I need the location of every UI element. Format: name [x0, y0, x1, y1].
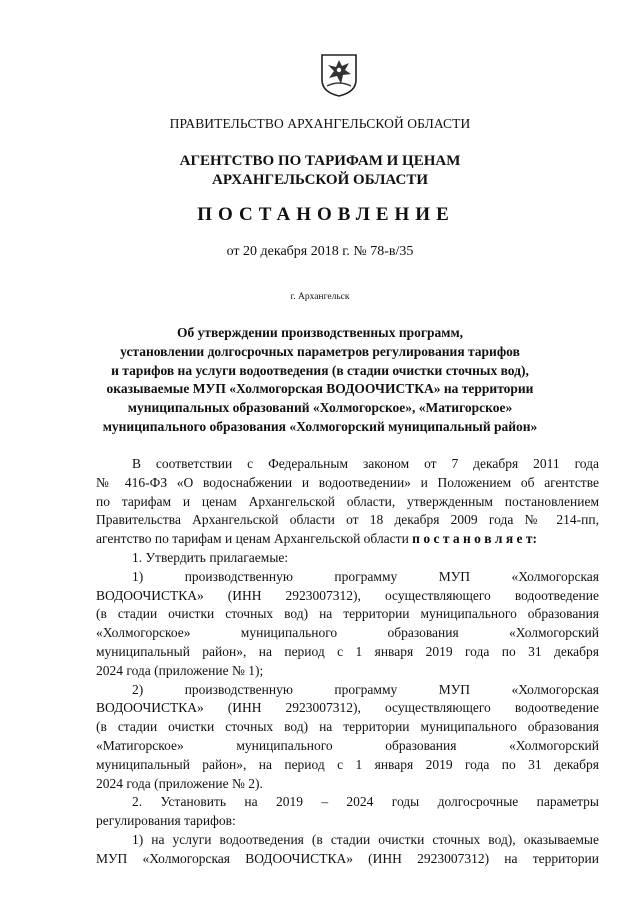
- body-line: 2024 года (приложение № 1);: [96, 662, 264, 678]
- coat-of-arms-emblem: [319, 52, 359, 98]
- body-line: регулирования тарифов:: [96, 813, 236, 829]
- body-line: муниципальный район», на период с 1 января 2019 года по 31 декабря: [96, 756, 599, 772]
- body-line: 2024 года (приложение № 2).: [96, 775, 263, 791]
- agency-title: [0, 152, 640, 190]
- body-line: В соответствии с Федеральным законом от 7 декабря 2011 года: [132, 456, 599, 471]
- document-city: г. Архангельск: [290, 292, 350, 302]
- government-title: ПРАВИТЕЛЬСТВО АРХАНГЕЛЬСКОЙ ОБЛАСТИ: [169, 116, 471, 131]
- agency-title-line: АРХАНГЕЛЬСКОЙ ОБЛАСТИ: [212, 172, 428, 188]
- document-body: [96, 455, 599, 869]
- body-line: по тарифам и ценам Архангельской области, утвержденным постановлением: [96, 493, 599, 509]
- document-date-number: от 20 декабря 2018 г. № 78-в/35: [226, 244, 414, 259]
- body-line: (в стадии очистки сточных вод) на территории муниципального образования: [96, 606, 599, 622]
- subject-line: муниципальных образований «Холмогорское», «Матигорское»: [127, 400, 513, 416]
- agency-title-line: АГЕНТСТВО ПО ТАРИФАМ И ЦЕНАМ: [179, 153, 461, 169]
- body-line: № 416-ФЗ «О водоснабжении и водоотведении» и Положением об агентстве: [96, 474, 599, 490]
- subject-line: установлении долгосрочных параметров регулирования тарифов: [120, 343, 520, 359]
- body-line: ВОДООЧИСТКА» (ИНН 2923007312), осуществляющего водоотведение: [96, 587, 599, 603]
- item-1: 1. Утвердить прилагаемые:: [132, 549, 289, 565]
- body-line: 1) на услуги водоотведения (в стадии очистки сточных вод), оказываемые: [132, 831, 599, 847]
- body-line: муниципальный район», на период с 1 января 2019 года по 31 декабря: [96, 643, 599, 659]
- intro-last-text: агентство по тарифам и ценам Архангельской области: [96, 531, 409, 547]
- body-line: «Матигорское» муниципального образования «Холмогорский: [96, 737, 599, 753]
- subject-line: муниципального образования «Холмогорский муниципальный район»: [102, 418, 538, 434]
- body-line: Правительства Архангельской области от 18 декабря 2009 года № 214-пп,: [96, 512, 599, 528]
- body-line: МУП «Холмогорская ВОДООЧИСТКА» (ИНН 2923007312) на территории: [96, 850, 599, 866]
- decree-word: п о с т а н о в л я е т:: [412, 531, 538, 547]
- body-line: 2) производственную программу МУП «Холмогорская: [132, 681, 599, 697]
- document-subject: [0, 324, 640, 437]
- body-line: [96, 530, 599, 549]
- document-type: ПОСТАНОВЛЕНИЕ: [197, 204, 455, 225]
- body-line: ВОДООЧИСТКА» (ИНН 2923007312), осуществляющего водоотведение: [96, 700, 599, 716]
- subject-line: оказываемые МУП «Холмогорская ВОДООЧИСТКА» на территории: [106, 381, 534, 397]
- body-line: (в стадии очистки сточных вод) на территории муниципального образования: [96, 719, 599, 735]
- subject-line: и тарифов на услуги водоотведения (в стадии очистки сточных вод),: [111, 362, 529, 378]
- body-line: «Холмогорское» муниципального образования «Холмогорский: [96, 625, 599, 641]
- body-line: 1) производственную программу МУП «Холмогорская: [132, 568, 599, 584]
- subject-line: Об утверждении производственных программ,: [176, 325, 464, 340]
- body-line: 2. Установить на 2019 – 2024 годы долгосрочные параметры: [132, 794, 599, 810]
